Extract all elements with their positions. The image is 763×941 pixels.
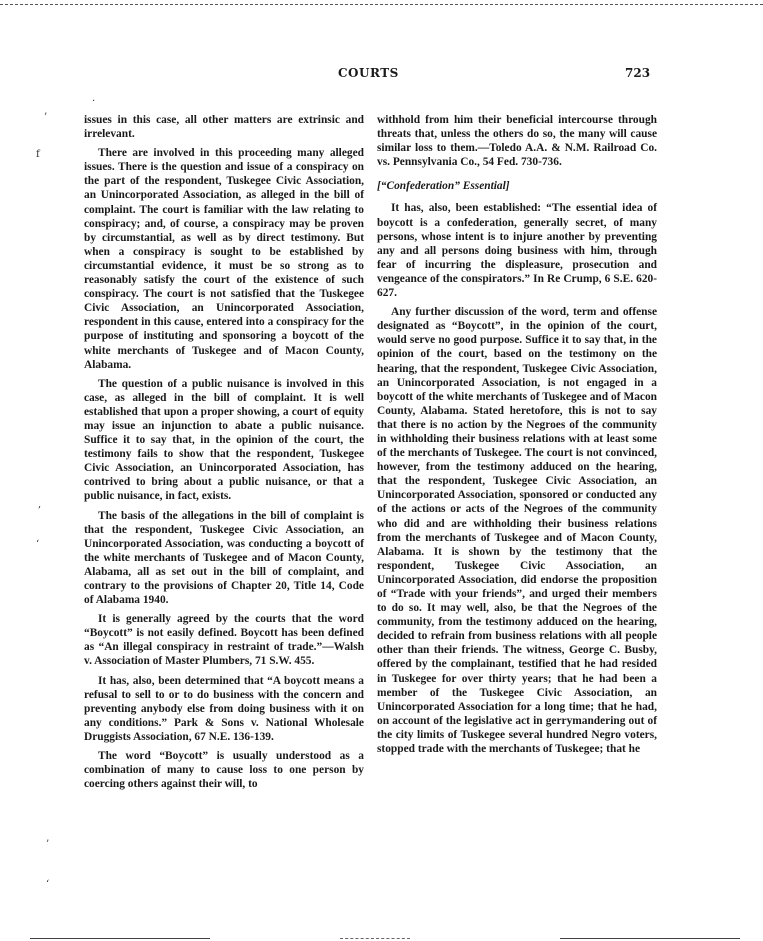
left-column bbox=[84, 113, 364, 796]
bottom-edge-center bbox=[340, 938, 410, 939]
scan-mark: ‘ bbox=[46, 879, 50, 890]
page-number: 723 bbox=[625, 66, 651, 80]
page-title: COURTS bbox=[338, 66, 399, 80]
scan-mark: · bbox=[92, 96, 96, 107]
paragraph: It has, also, been determined that “A boycott means a refusal to sell to or to do business with the concern and preventing anybody else from doing business with it on any conditions.” Park & Sons v. National Wholesale Druggists Association, 67 N.E. 136-139. bbox=[84, 674, 364, 743]
scan-mark: ’ bbox=[44, 112, 48, 123]
scan-mark: ’ bbox=[46, 839, 50, 850]
paragraph: There are involved in this proceeding many alleged issues. There is the question and issue of a conspiracy on the part of the respondent, Tuskegee Civic Association, an Unincorporated Association, as alleged in the bill of complaint. The court is familiar with the law relating to conspiracy; and, of course, a conspiracy may be proven by circumstantial, as well as by direct testimony. But when a conspiracy is sought to be established by circumstantial evidence, it must be so strong as to reasonably satisfy the court of the existence of such conspiracy. The court is not satisfied that the Tuskegee Civic Association, an Unincorporated Association, respondent in this cause, entered into a conspiracy for the purpose of instituting and sponsoring a boycott of the white merchants of Tuskegee and of Macon County, Alabama. bbox=[84, 147, 364, 371]
top-border bbox=[0, 4, 763, 5]
bottom-edge-right bbox=[560, 938, 740, 939]
scan-mark: f bbox=[36, 149, 40, 160]
paragraph: The word “Boycott” is usually understood as a combination of many to cause loss to one person by coercing others against their will, to bbox=[84, 750, 364, 791]
right-column bbox=[377, 113, 657, 761]
scan-mark: , bbox=[38, 499, 42, 510]
paragraph: It is generally agreed by the courts that the word “Boycott” is not easily defined. Boycott has been defined as “An illegal conspiracy in restraint of trade.”—Walsh v. Association of Master Plumbers, 71 S.W. 455. bbox=[84, 613, 364, 668]
section-heading: [“Confederation” Essential] bbox=[377, 180, 510, 193]
paragraph: withhold from him their beneficial intercourse through threats that, unless the others do so, the many will cause similar loss to them.—Toledo A.A. & N.M. Railroad Co. vs. Pennsylvania Co., 54 Fed. 730-736. bbox=[377, 114, 657, 169]
bottom-edge-left bbox=[30, 938, 210, 939]
paragraph: issues in this case, all other matters are extrinsic and irrelevant. bbox=[84, 114, 364, 141]
paragraph: It has, also, been established: “The essential idea of boycott is a confederation, generally secret, of many persons, whose intent is to injure another by preventing any and all persons doing business with him, through fear of incurring the displeasure, prosecution and vengeance of the conspirators.” In Re Crump, 6 S.E. 620-627. bbox=[377, 202, 657, 300]
paragraph: The question of a public nuisance is involved in this case, as alleged in the bill of complaint. It is well established that upon a proper showing, a court of equity may issue an injunction to abate a public nuisance. Suffice it to say that, in the opinion of the court, the testimony fails to show that the respondent, Tuskegee Civic Association, an Unincorporated Association, has contrived to bring about a public nuisance, or that a public nuisance, in fact, exists. bbox=[84, 377, 364, 503]
paragraph: The basis of the allegations in the bill of complaint is that the respondent, Tuskegee Civic Association, an Unincorporated Association, was conducting a boycott of the white merchants of Tuskegee and of Macon County, Alabama, all as set out in the bill of complaint, and contrary to the provisions of Chapter 20, Title 14, Code of Alabama 1940. bbox=[84, 509, 364, 607]
paragraph: Any further discussion of the word, term and offense designated as “Boycott”, in the opinion of the court, would serve no good purpose. Suffice it to say that, in the opinion of the court, based on the testimony on the hearing, that the respondent, Tuskegee Civic Association, an Unincorporated Association, is not engaged in a boycott of the white merchants of Tuskegee and of Macon County, Alabama. Stated heretofore, this is not to say that there is no action by the Negroes of the community in withholding their business relations with at least some of the merchants of Tuskegee. The court is not convinced, however, from the testimony adduced on the hearing, that the respondent, Tuskegee Civic Association, an Unincorporated Association, sponsored or conducted any of the actions or acts of the Negroes of the community who did and are withholding their business relations from the merchants of Tuskegee and of Macon County, Alabama. It is shown by the testimony that the respondent, Tuskegee Civic Association, an Unincorporated Association, did endorse the proposition of “Trade with your friends”, and urged their members to do so. It may well, also, be that the Negroes of the community, from the testimony adduced on the hearing, decided to refrain from business relations with all people other than their friends. The witness, George C. Busby, offered by the complainant, testified that he had resided in Tuskegee for over thirty years; that he had been a member of the Tuskegee Civic Association, an Unincorporated Association for a long time; that he had, on account of the legislative act in gerrymandering out of the city limits of Tuskegee several hundred Negro voters, stopped trade with the merchants of Tuskegee; that he bbox=[377, 306, 657, 756]
scan-mark: ‘ bbox=[36, 539, 40, 550]
